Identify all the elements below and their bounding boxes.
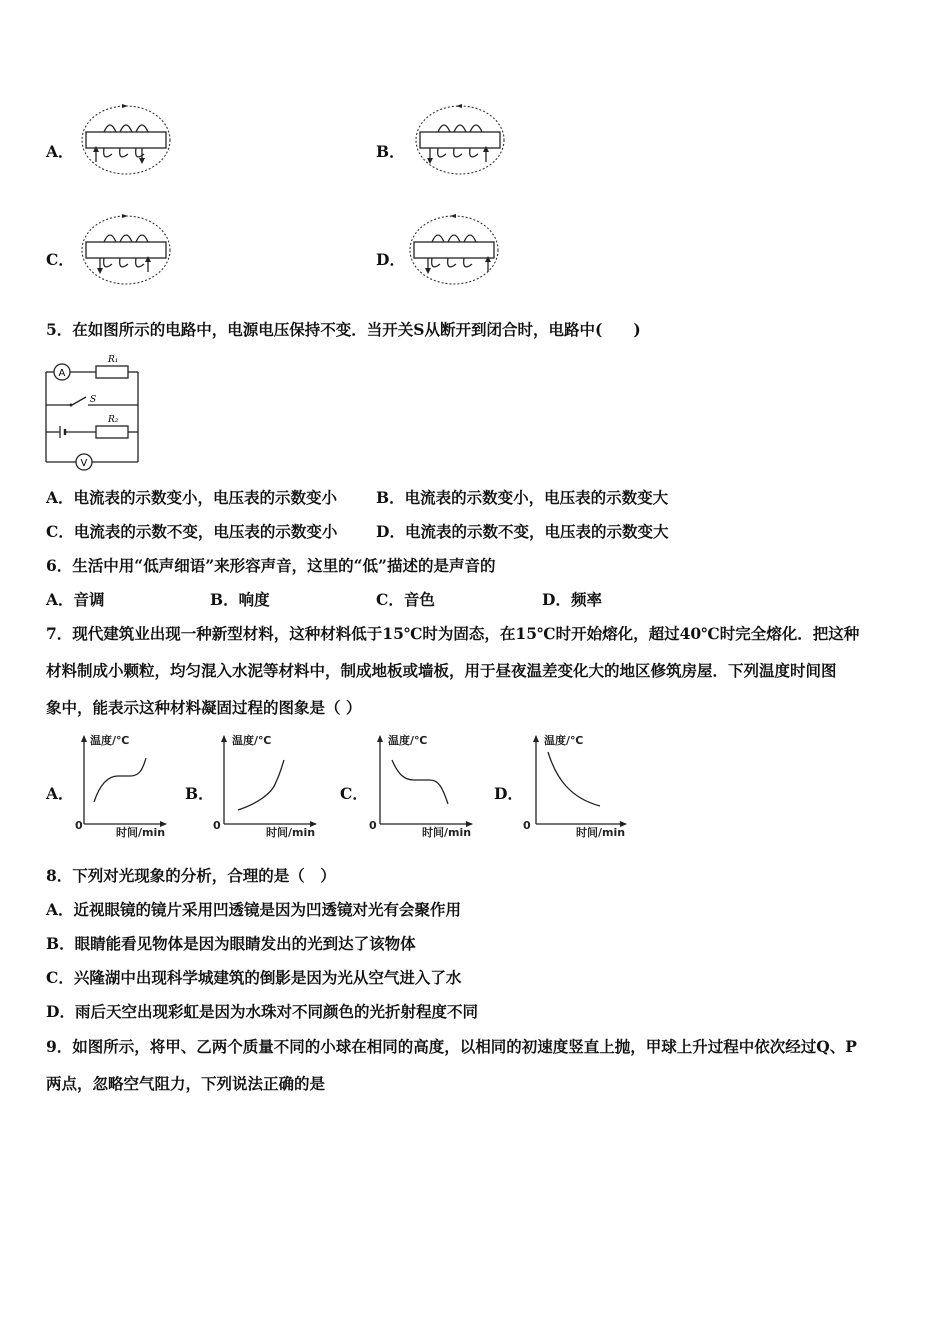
q7-graph-a-ylabel: 温度/℃ [90,734,130,747]
q7-stem-line-2: 材料制成小颗粒，均匀混入水泥等材料中，制成地板或墙板，用于昼夜温差变化大的地区修筑房屋．下列温度时间图 [46,661,837,680]
q6-option-a: A．音调 [46,590,105,609]
switch-label: S [90,395,97,405]
q7-graph-d-ylabel: 温度/℃ [544,734,584,747]
ammeter-symbol: A [58,368,66,379]
q7-option-b-label: B． [185,784,214,803]
q4-option-c-label: C． [46,250,74,269]
q4-option-d-label: D． [376,250,405,269]
q7-graph-a-xlabel: 时间/min [116,826,166,839]
q5-option-a: A．电流表的示数变小，电压表的示数变小 [46,488,338,507]
q5-option-b: B．电流表的示数变小，电压表的示数变大 [376,488,669,507]
q4-option-d-figure [404,210,504,290]
q7-graph-c-xlabel: 时间/min [422,826,472,839]
q7-graph-d [522,730,634,838]
q7-graph-b [212,730,324,838]
q7-graph-c [368,730,480,838]
q4-option-b-label: B． [376,142,405,161]
q4-option-a-figure [76,100,176,180]
q7-graph-a [74,730,174,838]
q7-graph-b-xlabel: 时间/min [266,826,316,839]
q7-graph-d-origin: 0 [523,819,531,832]
q8-option-b: B．眼睛能看见物体是因为眼睛发出的光到达了该物体 [46,934,416,953]
q8-stem: 8．下列对光现象的分析，合理的是（ ） [46,866,336,885]
q4-option-c-figure [76,210,176,290]
q5-circuit-diagram [40,352,150,474]
q7-option-c-label: C． [340,784,368,803]
q5-stem: 5．在如图所示的电路中，电源电压保持不变．当开关S从断开到闭合时，电路中( ) [46,320,641,339]
q9-stem-line-1: 9．如图所示，将甲、乙两个质量不同的小球在相同的高度，以相同的初速度竖直上抛，甲球上升过程中依次经过Q、P [46,1037,857,1056]
q6-stem: 6．生活中用“低声细语”来形容声音，这里的“低”描述的是声音的 [46,556,496,575]
q7-graph-d-xlabel: 时间/min [576,826,626,839]
q7-option-d-label: D． [494,784,523,803]
voltmeter-symbol: V [80,458,88,469]
q7-option-a-label: A． [46,784,74,803]
q5-option-d: D．电流表的示数不变，电压表的示数变大 [376,522,669,541]
q7-stem-line-3: 象中，能表示这种材料凝固过程的图象是（ ） [46,698,362,717]
q8-option-a: A．近视眼镜的镜片采用凹透镜是因为凹透镜对光有会聚作用 [46,900,462,919]
q8-option-d: D．雨后天空出现彩虹是因为水珠对不同颜色的光折射程度不同 [46,1002,478,1021]
q7-graph-b-ylabel: 温度/℃ [232,734,272,747]
q7-graph-c-origin: 0 [369,819,377,832]
q9-stem-line-2: 两点，忽略空气阻力，下列说法正确的是 [46,1074,326,1093]
q6-option-d: D．频率 [542,590,602,609]
q7-graph-b-origin: 0 [213,819,221,832]
q4-option-b-figure [410,100,510,180]
q8-option-c: C．兴隆湖中出现科学城建筑的倒影是因为光从空气进入了水 [46,968,462,987]
r2-label: R₂ [108,415,119,425]
q7-stem-line-1: 7．现代建筑业出现一种新型材料，这种材料低于15℃时为固态，在15℃时开始熔化，超过40℃时完全熔化．把这种 [46,624,860,643]
q4-option-a-label: A． [46,142,74,161]
q7-graph-c-ylabel: 温度/℃ [388,734,428,747]
q7-graph-a-origin: 0 [75,819,83,832]
q6-option-b: B．响度 [210,590,270,609]
r1-label: R₁ [108,355,119,365]
q6-option-c: C．音色 [376,590,435,609]
q5-option-c: C．电流表的示数不变，电压表的示数变小 [46,522,338,541]
